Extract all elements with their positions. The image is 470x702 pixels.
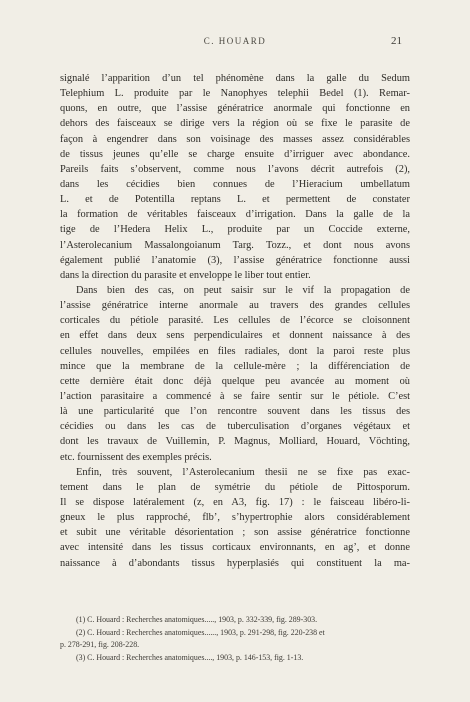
footnote: (3) C. Houard : Recherches anatomiques...., 1903, p. 146-153, fig. 1-13.	[76, 653, 304, 663]
text-line: de tissus jeunes qu’elle se charge ensuite d’irriguer avec abondance.	[60, 148, 410, 160]
text-line: la formation de véritables faisceaux d’irrigation. Dans la galle de la	[60, 209, 410, 221]
text-line: gneux le plus rapproché, flb’, s’hypertrophie alors considérablement	[60, 512, 410, 524]
text-line: Dans bien des cas, on peut saisir sur le vif la propagation de	[76, 284, 410, 296]
footnote-continuation: p. 278-291, fig. 208-228.	[60, 640, 140, 650]
text-line: tement dans le plan de symétrie du pétiole de Pittosporum.	[60, 481, 410, 493]
text-line: cécidies ou dans les cas de tuberculisation d’organes végétaux et	[60, 421, 410, 433]
text-line: Il se dispose latéralement (z, en A3, fig. 17) : le faisceau libéro-li-	[60, 496, 410, 508]
text-line: dans la direction du parasite et enveloppe le liber tout entier.	[60, 269, 311, 281]
body-text	[60, 71, 410, 571]
text-line: façon à engendrer dans son voisinage des masses assez considérables	[60, 133, 410, 145]
text-line: Pareils faits s’observent, comme nous l’avons décrit autrefois (2),	[60, 163, 410, 175]
text-line: dans les cécidies bien connues de l’Hieracium umbellatum	[60, 178, 410, 190]
text-line: naissance à d’abondants tissus hyperplasiés qui constituent la ma-	[60, 557, 410, 569]
text-line: dont les travaux de Vuillemin, P. Magnus, Molliard, Houard, Vöchting,	[60, 436, 410, 448]
text-line: etc. fournissent des exemples précis.	[60, 451, 212, 463]
text-line: L. et de Potentilla reptans L. et permettent de constater	[60, 194, 410, 206]
text-line: avec intensité dans les tissus corticaux environnants, en ag’, et donne	[60, 542, 410, 554]
text-line: également publié l’anatomie (3), l’assise génératrice fonctionne aussi	[60, 254, 410, 266]
text-line: l’Asterolecanium Massalongoianum Targ. Tozz., et dont nous avons	[60, 239, 410, 251]
text-line: l’assise génératrice interne anormale au travers des grandes cellules	[60, 300, 410, 312]
text-line: là une particularité que l’on rencontre souvent dans les tissus des	[60, 406, 410, 418]
footnotes	[60, 614, 410, 665]
text-line: cette dernière était donc déjà quelque peu avancée au moment où	[60, 375, 410, 387]
text-line: corticales du pétiole parasité. Les cellules de l’écorce se cloisonnent	[60, 315, 410, 327]
text-line: et subit une véritable désorientation ; son assise génératrice fonctionne	[60, 527, 410, 539]
page-number: 21	[391, 35, 402, 47]
running-title: C. HOUARD	[203, 36, 267, 46]
text-line: Enfin, très souvent, l’Asterolecanium thesii ne se fixe pas exac-	[76, 466, 410, 478]
footnote: (1) C. Houard : Recherches anatomiques....., 1903, p. 332-339, fig. 289-303.	[76, 615, 318, 624]
text-line: tige de l’Hedera Helix L., produite par un Coccide externe,	[60, 224, 410, 236]
text-line: mince que la membrane de la cellule-mère ; la différenciation de	[60, 360, 410, 372]
footnote: (2) C. Houard : Recherches anatomiques......, 1903, p. 291-298, fig. 220-238 et	[76, 627, 325, 637]
text-line: signalé l’apparition d’un tel phénomène dans la galle du Sedum	[60, 73, 410, 84]
text-line: l’action parasitaire a commencé à se faire sentir sur le pétiole. C’est	[60, 390, 410, 402]
page-header	[0, 36, 470, 50]
text-line: cellules nouvelles, empilées en files radiales, dont la paroi reste plus	[60, 345, 410, 357]
text-line: en effet dans deux sens perpendiculaires et donnent naissance à des	[60, 330, 410, 342]
text-line: dehors des faisceaux se dirige vers la région où se fixe le parasite de	[60, 118, 410, 130]
text-line: quons, en outre, que l’assise génératrice anormale qui fonctionne en	[60, 103, 410, 115]
text-line: Telephium L. produite par le Nanophyes telephii Bedel (1). Remar-	[60, 88, 410, 100]
